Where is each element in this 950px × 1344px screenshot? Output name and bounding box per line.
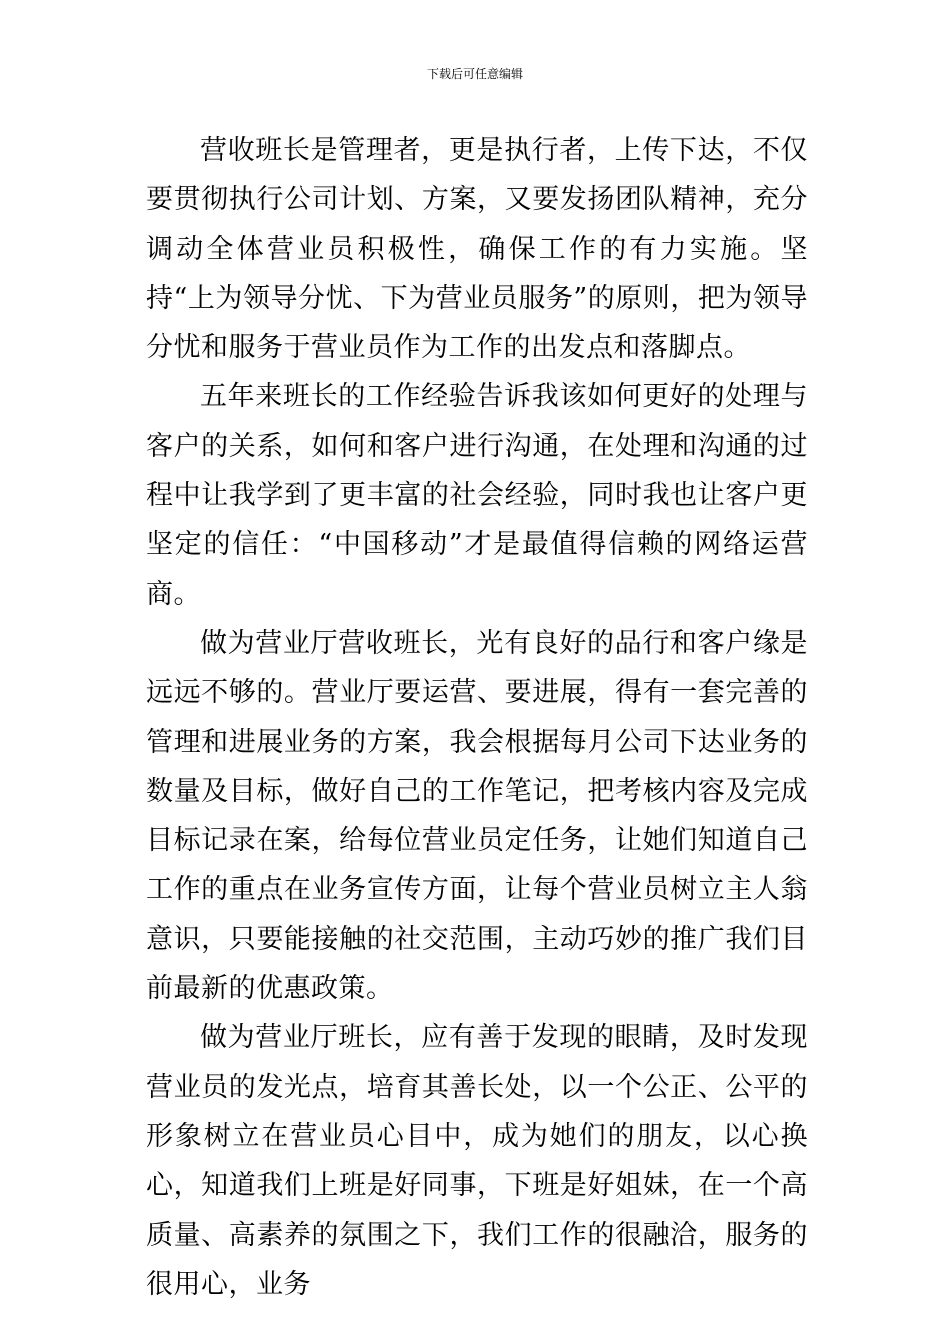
- document-body: [146, 126, 808, 1309]
- header-note: 下载后可任意编辑: [426, 67, 523, 81]
- paragraph-3: 做为营业厅营收班长，光有良好的品行和客户缘是远远不够的。营业厅要运营、要进展，得有一套完善的管理和进展业务的方案，我会根据每月公司下达业务的数量及目标，做好自己的工作笔记，把考核内容及完成目标记录在案，给每位营业员定任务，让她们知道自己工作的重点在业务宣传方面，让每个营业员树立主人翁意识，只要能接触的社交范围，主动巧妙的推广我们目前最新的优惠政策。: [146, 627, 808, 1005]
- paragraph-1: 营收班长是管理者，更是执行者，上传下达，不仅要贯彻执行公司计划、方案，又要发扬团队精神，充分调动全体营业员积极性，确保工作的有力实施。坚持“上为领导分忧、下为营业员服务”的原则，把为领导分忧和服务于营业员作为工作的出发点和落脚点。: [146, 135, 808, 364]
- paragraph-4: 做为营业厅班长，应有善于发现的眼睛，及时发现营业员的发光点，培育其善长处，以一个公正、公平的形象树立在营业员心目中，成为她们的朋友，以心换心，知道我们上班是好同事，下班是好姐妹，在一个高质量、高素养的氛围之下，我们工作的很融洽，服务的很用心，业务: [146, 1022, 808, 1300]
- paragraph-2: 五年来班长的工作经验告诉我该如何更好的处理与客户的关系，如何和客户进行沟通，在处理和沟通的过程中让我学到了更丰富的社会经验，同时我也让客户更坚定的信任：“中国移动”才是最值得信赖的网络运营商。: [146, 381, 808, 610]
